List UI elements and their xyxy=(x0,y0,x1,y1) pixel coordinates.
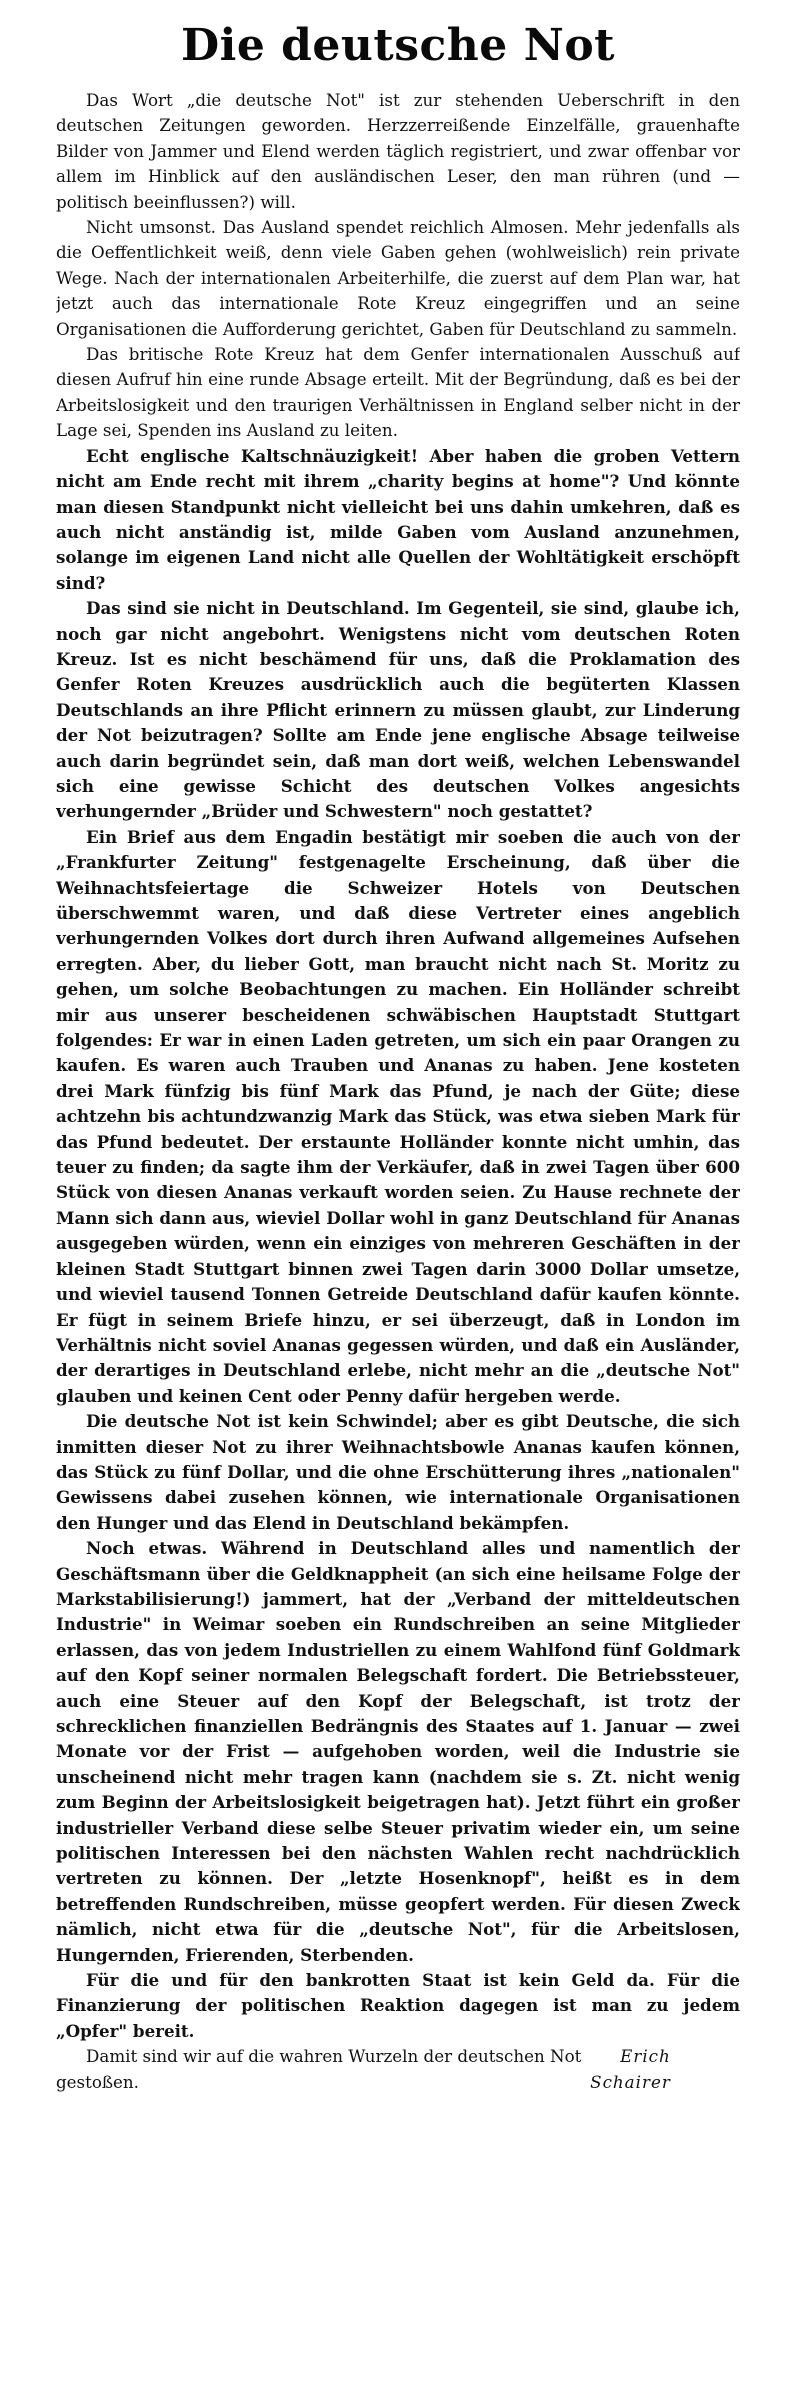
closing-sentence: Damit sind wir auf die wahren Wurzeln der deutschen Not gestoßen. xyxy=(56,2046,582,2092)
article-paragraph: Echt englische Kaltschnäuzigkeit! Aber haben die groben Vettern nicht am Ende recht mit ihrem „charity begins at home"? Und könnte man diesen Standpunkt nicht vielleicht bei uns dahin umkehren, daß es auch nicht anständig ist, milde Gaben vom Ausland anzunehmen, solange im eigenen Land nicht alle Quellen der Wohltätigkeit erschöpft sind? xyxy=(56,445,740,593)
closing-line xyxy=(56,2044,740,2095)
article-paragraph: Das Wort „die deutsche Not" ist zur stehenden Ueberschrift in den deutschen Zeitungen geworden. Herzzerreißende Einzelfälle, grauenhafte Bilder von Jammer und Elend werden täglich registriert, und zwar offenbar vor allem im Hinblick auf den ausländischen Leser, den man rühren (und — politisch beeinflussen?) will. xyxy=(56,90,740,212)
article-paragraph: Ein Brief aus dem Engadin bestätigt mir soeben die auch von der „Frankfurter Zeitung" festgenagelte Erscheinung, daß über die Weihnachtsfeiertage die Schweizer Hotels von Deutschen überschwemmt waren, und daß diese Vertreter eines angeblich verhungernden Volkes dort durch ihren Aufwand allgemeines Aufsehen erregten. Aber, du lieber Gott, man braucht nicht nach St. Moritz zu gehen, um solche Beobachtungen zu machen. Ein Holländer schreibt mir aus unserer bescheidenen schwäbischen Hauptstadt Stuttgart folgendes: Er war in einen Laden getreten, um sich ein paar Orangen zu kaufen. Es waren auch Trauben und Ananas zu haben. Jene kosteten drei Mark fünfzig bis fünf Mark das Pfund, je nach der Güte; diese achtzehn bis achtundzwanzig Mark das Stück, was etwa sieben Mark für das Pfund bedeutet. Der erstaunte Holländer konnte nicht umhin, das teuer zu finden; da sagte ihm der Verkäufer, daß in zwei Tagen über 600 Stück von diesen Ananas verkauft worden seien. Zu Hause rechnete der Mann sich dann aus, wieviel Dollar wohl in ganz Deutschland für Ananas ausgegeben würden, wenn ein einziges von mehreren Geschäften in der kleinen Stadt Stuttgart binnen zwei Tagen darin 3000 Dollar umsetze, und wieviel tausend Tonnen Getreide Deutschland dafür kaufen könnte. Er fügt in seinem Briefe hinzu, er sei überzeugt, daß in London im Verhältnis nicht soviel Ananas gegessen würden, und daß ein Ausländer, der derartiges in Deutschland erlebe, nicht mehr an die „deutsche Not" glauben und keinen Cent oder Penny dafür hergeben werde. xyxy=(56,826,740,1406)
author-signature: Erich Schairer xyxy=(590,2046,671,2092)
newspaper-article xyxy=(56,18,740,2388)
article-body xyxy=(56,88,740,2044)
article-paragraph: Nicht umsonst. Das Ausland spendet reichlich Almosen. Mehr jedenfalls als die Oeffentlichkeit weiß, denn viele Gaben gehen (wohlweislich) rein private Wege. Nach der internationalen Arbeiterhilfe, die zuerst auf dem Plan war, hat jetzt auch das internationale Rote Kreuz eingegriffen und an seine Organisationen die Aufforderung gerichtet, Gaben für Deutschland zu sammeln. xyxy=(56,217,740,339)
article-paragraph: Das britische Rote Kreuz hat dem Genfer internationalen Ausschuß auf diesen Aufruf hin eine runde Absage erteilt. Mit der Begründung, daß es bei der Arbeitslosigkeit und den traurigen Verhältnissen in England selber nicht in der Lage sei, Spenden ins Ausland zu leiten. xyxy=(56,344,740,441)
article-paragraph: Für die und für den bankrotten Staat ist kein Geld da. Für die Finanzierung der politischen Reaktion dagegen ist man zu jedem „Opfer" bereit. xyxy=(56,1970,740,2041)
article-headline: Die deutsche Not xyxy=(180,20,615,71)
article-paragraph: Die deutsche Not ist kein Schwindel; aber es gibt Deutsche, die sich inmitten dieser Not zu ihrer Weihnachtsbowle Ananas kaufen können, das Stück zu fünf Dollar, und die ohne Erschütterung ihres „nationalen" Gewissens dabei zusehen können, wie internationale Organisationen den Hunger und das Elend in Deutschland bekämpfen. xyxy=(56,1411,740,1533)
article-paragraph: Das sind sie nicht in Deutschland. Im Gegenteil, sie sind, glaube ich, noch gar nicht angebohrt. Wenigstens nicht vom deutschen Roten Kreuz. Ist es nicht beschämend für uns, daß die Proklamation des Genfer Roten Kreuzes ausdrücklich auch die begüterten Klassen Deutschlands an ihre Pflicht erinnern zu müssen glaubt, zur Linderung der Not beizutragen? Sollte am Ende jene englische Absage teilweise auch darin begründet sein, daß man dort weiß, welchen Lebenswandel sich eine gewisse Schicht des deutschen Volkes angesichts verhungernder „Brüder und Schwestern" noch gestattet? xyxy=(56,598,740,822)
article-paragraph: Noch etwas. Während in Deutschland alles und namentlich der Geschäftsmann über die Geldknappheit (an sich eine heilsame Folge der Markstabilisierung!) jammert, hat der „Verband der mitteldeutschen Industrie" in Weimar soeben ein Rundschreiben an seine Mitglieder erlassen, das von jedem Industriellen zu einem Wahlfond fünf Goldmark auf den Kopf seiner normalen Belegschaft fordert. Die Betriebssteuer, auch eine Steuer auf den Kopf der Belegschaft, ist trotz der schrecklichen finanziellen Bedrängnis des Staates auf 1. Januar — zwei Monate vor der Frist — aufgehoben worden, weil die Industrie sie unscheinend nicht mehr tragen kann (nachdem sie s. Zt. nicht wenig zum Beginn der Arbeitslosigkeit beigetragen hat). Jetzt führt ein großer industrieller Verband diese selbe Steuer privatim wieder ein, um seine politischen Interessen bei den nächsten Wahlen recht nachdrücklich vertreten zu können. Der „letzte Hosenknopf", heißt es in dem betreffenden Rundschreiben, müsse geopfert werden. Für diesen Zweck nämlich, nicht etwa für die „deutsche Not", für die Arbeitslosen, Hungernden, Frierenden, Sterbenden. xyxy=(56,1538,740,1965)
